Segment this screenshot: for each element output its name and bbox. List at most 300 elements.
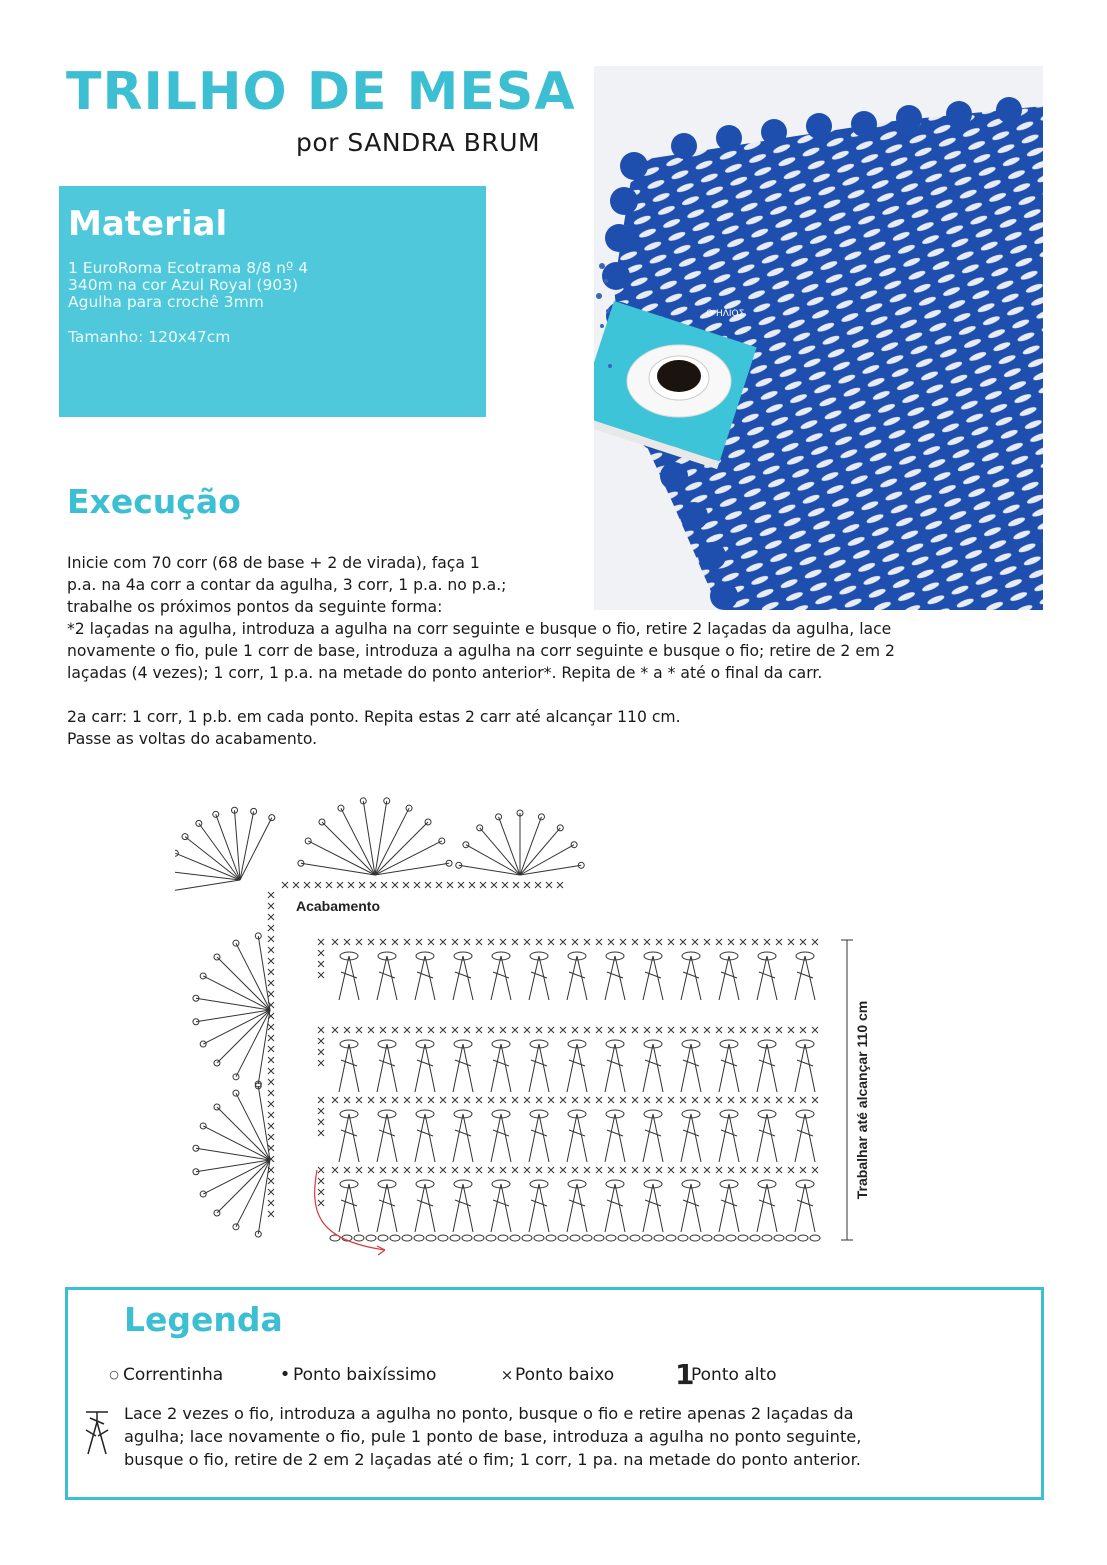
single-crochet-mark	[488, 1097, 494, 1103]
single-crochet-mark	[716, 939, 722, 945]
single-crochet-mark	[380, 1167, 386, 1173]
fan-stitch	[520, 817, 541, 875]
single-crochet-mark	[416, 1027, 422, 1033]
single-crochet-mark	[476, 1027, 482, 1033]
picot-mark	[269, 815, 275, 821]
execucao-line: 2a carr: 1 corr, 1 p.b. em cada ponto. Repita estas 2 carr até alcançar 110 cm.	[67, 708, 681, 726]
base-chain-mark	[678, 1235, 688, 1241]
single-crochet-mark	[788, 1027, 794, 1033]
single-crochet-mark	[416, 939, 422, 945]
single-crochet-mark	[680, 1167, 686, 1173]
legend-desc-line: agulha; lace novamente o fio, pule 1 ponto de base, introduza a agulha no ponto seguinte,	[124, 1427, 862, 1446]
single-crochet-mark	[692, 1167, 698, 1173]
cluster-stitch-mark	[339, 1114, 359, 1162]
base-chain-mark	[438, 1235, 448, 1241]
single-crochet-mark	[268, 892, 274, 898]
single-crochet-mark	[800, 1027, 806, 1033]
single-crochet-mark	[356, 939, 362, 945]
cluster-stitch-mark	[757, 1114, 777, 1162]
single-crochet-mark	[500, 939, 506, 945]
single-crochet-mark	[680, 939, 686, 945]
single-crochet-mark	[584, 1097, 590, 1103]
base-chain-mark	[798, 1235, 808, 1241]
picot-mark	[213, 811, 219, 817]
single-crochet-mark	[268, 991, 274, 997]
single-crochet-mark	[512, 939, 518, 945]
legend-description	[124, 1402, 1004, 1471]
cluster-stitch-mark	[681, 1114, 701, 1162]
single-crochet-mark	[524, 882, 530, 888]
base-chain-mark	[366, 1235, 376, 1241]
single-crochet-mark	[536, 1097, 542, 1103]
single-crochet-mark	[318, 1178, 324, 1184]
cluster-stitch-mark	[377, 1184, 397, 1232]
single-crochet-mark	[632, 1027, 638, 1033]
single-crochet-mark	[318, 1038, 324, 1044]
single-crochet-mark	[464, 939, 470, 945]
single-crochet-mark	[464, 1027, 470, 1033]
base-chain-mark	[534, 1235, 544, 1241]
single-crochet-mark	[318, 1060, 324, 1066]
picot-mark	[200, 1123, 206, 1129]
single-crochet-mark	[608, 939, 614, 945]
single-crochet-mark	[524, 939, 530, 945]
single-crochet-mark	[282, 882, 288, 888]
fan-stitch	[499, 817, 520, 875]
single-crochet-mark	[776, 1097, 782, 1103]
single-crochet-mark	[502, 882, 508, 888]
acabamento-label: Acabamento	[296, 898, 381, 914]
single-crochet-mark	[632, 1167, 638, 1173]
single-crochet-mark	[584, 1027, 590, 1033]
picot-mark	[319, 819, 325, 825]
single-crochet-mark	[318, 1167, 324, 1173]
direction-arrow	[315, 1170, 385, 1250]
single-crochet-mark	[428, 1097, 434, 1103]
fan-stitch	[217, 1160, 270, 1213]
single-crochet-mark	[491, 882, 497, 888]
execucao-line: *2 laçadas na agulha, introduza a agulha na corr seguinte e busque o fio, retire 2 laçadas da agulha, lace	[67, 620, 892, 638]
cluster-stitch-mark	[415, 956, 435, 1000]
single-crochet-mark	[368, 1027, 374, 1033]
base-chain-mark	[738, 1235, 748, 1241]
single-crochet-mark	[512, 1097, 518, 1103]
picot-mark	[425, 819, 431, 825]
length-label: Trabalhar até alcançar 110 cm	[854, 1000, 870, 1200]
single-crochet-mark	[392, 882, 398, 888]
fan-stitch	[322, 822, 375, 875]
single-crochet-mark	[428, 1167, 434, 1173]
material-line: Agulha para crochê 3mm	[68, 293, 264, 311]
single-crochet-mark	[380, 1027, 386, 1033]
single-crochet-mark	[440, 1027, 446, 1033]
single-crochet-mark	[572, 939, 578, 945]
single-crochet-mark	[476, 1167, 482, 1173]
picot-mark	[200, 1191, 206, 1197]
single-crochet-mark	[548, 1097, 554, 1103]
single-crochet-mark	[318, 950, 324, 956]
cluster-stitch-mark	[605, 1044, 625, 1092]
legend-item-ponto-baixo	[499, 1365, 675, 1385]
single-crochet-mark	[572, 1167, 578, 1173]
material-box	[59, 186, 486, 417]
single-crochet-mark	[404, 1167, 410, 1173]
single-crochet-mark	[512, 1167, 518, 1173]
execucao-line: Passe as voltas do acabamento.	[67, 730, 318, 748]
single-crochet-mark	[776, 1167, 782, 1173]
single-crochet-mark	[268, 936, 274, 942]
base-chain-mark	[498, 1235, 508, 1241]
single-crochet-mark	[560, 1027, 566, 1033]
single-crochet-mark	[704, 1027, 710, 1033]
single-crochet-mark	[620, 1027, 626, 1033]
cluster-stitch-mark	[491, 956, 511, 1000]
single-crochet-mark	[512, 1027, 518, 1033]
base-chain-mark	[750, 1235, 760, 1241]
cluster-stitch-mark	[339, 1184, 359, 1232]
cluster-stitch-mark	[643, 1044, 663, 1092]
base-chain-mark	[594, 1235, 604, 1241]
single-crochet-mark	[380, 939, 386, 945]
single-crochet-mark	[788, 1097, 794, 1103]
single-crochet-mark	[403, 882, 409, 888]
execucao-heading: Execução	[67, 482, 241, 521]
single-crochet-mark	[381, 882, 387, 888]
cluster-stitch-mark	[453, 956, 473, 1000]
single-crochet-mark	[812, 1167, 818, 1173]
single-crochet-mark	[656, 1027, 662, 1033]
single-crochet-mark	[536, 1167, 542, 1173]
single-crochet-mark	[268, 1046, 274, 1052]
single-crochet-mark	[764, 1027, 770, 1033]
base-chain-mark	[558, 1235, 568, 1241]
cluster-stitch-mark	[567, 1114, 587, 1162]
cluster-stitch-mark	[377, 956, 397, 1000]
single-crochet-mark	[476, 1097, 482, 1103]
single-crochet-mark	[332, 1027, 338, 1033]
single-crochet-mark	[392, 1167, 398, 1173]
single-crochet-mark	[584, 1167, 590, 1173]
cluster-stitch-mark	[795, 956, 815, 1000]
single-crochet-mark	[268, 925, 274, 931]
single-crochet-mark	[356, 1167, 362, 1173]
single-crochet-mark	[480, 882, 486, 888]
single-crochet-mark	[326, 882, 332, 888]
picot-mark	[214, 954, 220, 960]
single-crochet-mark	[488, 1167, 494, 1173]
single-crochet-mark	[392, 939, 398, 945]
execucao-line: p.a. na 4a corr a contar da agulha, 3 corr, 1 p.a. no p.a.;	[67, 576, 507, 594]
cluster-stitch-mark	[681, 956, 701, 1000]
single-crochet-mark	[620, 939, 626, 945]
single-crochet-mark	[500, 1167, 506, 1173]
fan-stitch	[520, 828, 560, 875]
single-crochet-mark	[800, 1097, 806, 1103]
single-crochet-mark	[608, 1027, 614, 1033]
single-crochet-mark	[368, 939, 374, 945]
single-crochet-mark	[318, 939, 324, 945]
single-crochet-mark	[728, 1167, 734, 1173]
cluster-stitch-mark	[415, 1114, 435, 1162]
single-crochet-mark	[704, 1167, 710, 1173]
single-crochet-mark	[416, 1097, 422, 1103]
single-crochet-mark	[608, 1167, 614, 1173]
cluster-stitch-mark	[491, 1114, 511, 1162]
execucao-line: laçadas (4 vezes); 1 corr, 1 p.a. na metade do ponto anterior*. Repita de * a * até o final da carr.	[67, 664, 823, 682]
single-crochet-mark	[546, 882, 552, 888]
single-crochet-mark	[596, 1097, 602, 1103]
single-crochet-mark	[337, 882, 343, 888]
cluster-stitch-mark	[339, 1044, 359, 1092]
single-crochet-mark	[596, 1167, 602, 1173]
single-crochet-mark	[318, 972, 324, 978]
single-crochet-mark	[692, 1027, 698, 1033]
single-crochet-icon: ×	[500, 1365, 514, 1384]
single-crochet-mark	[812, 1097, 818, 1103]
cluster-stitch-mark	[605, 956, 625, 1000]
cluster-stitch-mark	[529, 1044, 549, 1092]
material-line: 340m na cor Azul Royal (903)	[68, 276, 299, 294]
single-crochet-mark	[524, 1097, 530, 1103]
single-crochet-mark	[788, 1167, 794, 1173]
single-crochet-mark	[268, 1189, 274, 1195]
single-crochet-mark	[404, 1027, 410, 1033]
cluster-stitch-mark	[719, 956, 739, 1000]
base-chain-mark	[726, 1235, 736, 1241]
single-crochet-mark	[318, 1049, 324, 1055]
single-crochet-mark	[572, 1027, 578, 1033]
single-crochet-mark	[788, 939, 794, 945]
single-crochet-mark	[668, 1167, 674, 1173]
cluster-stitch-mark	[643, 1184, 663, 1232]
single-crochet-mark	[332, 939, 338, 945]
single-crochet-mark	[368, 1167, 374, 1173]
cluster-stitch-mark	[795, 1184, 815, 1232]
single-crochet-mark	[620, 1167, 626, 1173]
single-crochet-mark	[414, 882, 420, 888]
cluster-stitch-mark	[377, 1114, 397, 1162]
single-crochet-mark	[464, 1097, 470, 1103]
picot-mark	[439, 838, 445, 844]
base-chain-mark	[630, 1235, 640, 1241]
single-crochet-mark	[464, 1167, 470, 1173]
single-crochet-mark	[392, 1027, 398, 1033]
material-heading: Material	[68, 204, 228, 244]
base-chain-mark	[450, 1235, 460, 1241]
single-crochet-mark	[268, 969, 274, 975]
single-crochet-mark	[764, 1097, 770, 1103]
single-crochet-mark	[318, 1027, 324, 1033]
single-crochet-mark	[268, 1024, 274, 1030]
single-crochet-mark	[404, 939, 410, 945]
single-crochet-mark	[458, 882, 464, 888]
single-crochet-mark	[536, 1027, 542, 1033]
single-crochet-mark	[318, 1119, 324, 1125]
single-crochet-mark	[764, 939, 770, 945]
base-chain-mark	[786, 1235, 796, 1241]
cluster-stitch-mark	[719, 1184, 739, 1232]
single-crochet-mark	[268, 1057, 274, 1063]
single-crochet-mark	[572, 1097, 578, 1103]
single-crochet-mark	[740, 1027, 746, 1033]
fan-stitch	[217, 1010, 270, 1063]
single-crochet-mark	[560, 939, 566, 945]
single-crochet-mark	[548, 1027, 554, 1033]
single-crochet-mark	[632, 1097, 638, 1103]
single-crochet-mark	[716, 1167, 722, 1173]
crochet-chart-svg	[175, 780, 875, 1260]
base-chain-mark	[426, 1235, 436, 1241]
fan-stitch	[217, 1107, 270, 1160]
single-crochet-mark	[584, 939, 590, 945]
base-chain-mark	[462, 1235, 472, 1241]
single-crochet-mark	[668, 1027, 674, 1033]
cluster-stitch-mark	[453, 1044, 473, 1092]
single-crochet-mark	[692, 1097, 698, 1103]
single-crochet-mark	[644, 1027, 650, 1033]
single-crochet-mark	[740, 939, 746, 945]
single-crochet-mark	[344, 939, 350, 945]
single-crochet-mark	[268, 1134, 274, 1140]
single-crochet-mark	[728, 939, 734, 945]
cluster-stitch-mark	[529, 1114, 549, 1162]
single-crochet-mark	[318, 1189, 324, 1195]
single-crochet-mark	[268, 1200, 274, 1206]
cluster-stitch-mark	[567, 1184, 587, 1232]
single-crochet-mark	[500, 1027, 506, 1033]
single-crochet-mark	[359, 882, 365, 888]
single-crochet-mark	[656, 939, 662, 945]
base-chain-mark	[354, 1235, 364, 1241]
single-crochet-mark	[548, 939, 554, 945]
picot-mark	[233, 940, 239, 946]
picot-mark	[305, 838, 311, 844]
single-crochet-mark	[716, 1097, 722, 1103]
fan-stitch	[235, 810, 240, 880]
base-chain-mark	[390, 1235, 400, 1241]
single-crochet-mark	[447, 882, 453, 888]
single-crochet-mark	[513, 882, 519, 888]
single-crochet-mark	[268, 947, 274, 953]
single-crochet-mark	[704, 939, 710, 945]
cluster-stitch-mark	[567, 1044, 587, 1092]
single-crochet-mark	[440, 1097, 446, 1103]
slip-stitch-icon: •	[279, 1364, 291, 1385]
single-crochet-mark	[304, 882, 310, 888]
single-crochet-mark	[370, 882, 376, 888]
cluster-stitch-mark	[795, 1114, 815, 1162]
base-chain-mark	[606, 1235, 616, 1241]
cluster-stitch-mark	[339, 956, 359, 1000]
single-crochet-mark	[752, 1167, 758, 1173]
picot-mark	[338, 805, 344, 811]
base-chain-mark	[474, 1235, 484, 1241]
cluster-stitch-mark	[415, 1044, 435, 1092]
single-crochet-mark	[268, 1090, 274, 1096]
single-crochet-mark	[608, 1097, 614, 1103]
single-crochet-mark	[524, 1167, 530, 1173]
single-crochet-mark	[524, 1027, 530, 1033]
legenda-heading: Legenda	[124, 1300, 283, 1339]
single-crochet-mark	[764, 1167, 770, 1173]
fan-stitch	[375, 822, 428, 875]
book-title: Ο ΗΛΙΟΣ	[706, 309, 745, 319]
cluster-stitch-mark	[377, 1044, 397, 1092]
single-crochet-mark	[344, 1027, 350, 1033]
base-chain-mark	[666, 1235, 676, 1241]
author-subtitle: por SANDRA BRUM	[296, 128, 541, 157]
base-chain-mark	[546, 1235, 556, 1241]
single-crochet-mark	[268, 1079, 274, 1085]
single-crochet-mark	[392, 1097, 398, 1103]
cluster-stitch-mark	[453, 1114, 473, 1162]
single-crochet-mark	[344, 1167, 350, 1173]
single-crochet-mark	[500, 1097, 506, 1103]
cluster-stitch-mark	[605, 1114, 625, 1162]
single-crochet-mark	[428, 1027, 434, 1033]
base-chain-mark	[774, 1235, 784, 1241]
single-crochet-mark	[428, 939, 434, 945]
legend-label: Ponto baixíssimo	[293, 1364, 437, 1385]
single-crochet-mark	[800, 1167, 806, 1173]
legend-item-ponto-alto	[675, 1358, 777, 1391]
base-chain-mark	[570, 1235, 580, 1241]
single-crochet-mark	[452, 1097, 458, 1103]
single-crochet-mark	[776, 939, 782, 945]
single-crochet-mark	[740, 1167, 746, 1173]
single-crochet-mark	[356, 1097, 362, 1103]
cluster-stitch-mark	[719, 1114, 739, 1162]
cluster-stitch-mark	[757, 956, 777, 1000]
base-chain-mark	[582, 1235, 592, 1241]
fan-stitch	[480, 828, 520, 875]
single-crochet-mark	[268, 1211, 274, 1217]
double-crochet-icon: 1	[675, 1358, 695, 1391]
single-crochet-mark	[716, 1027, 722, 1033]
single-crochet-mark	[632, 939, 638, 945]
base-chain-mark	[486, 1235, 496, 1241]
single-crochet-mark	[318, 1097, 324, 1103]
single-crochet-mark	[656, 1097, 662, 1103]
base-chain-mark	[702, 1235, 712, 1241]
single-crochet-mark	[348, 882, 354, 888]
legend-label: Ponto alto	[691, 1364, 777, 1385]
single-crochet-mark	[268, 980, 274, 986]
single-crochet-mark	[728, 1097, 734, 1103]
base-chain-mark	[414, 1235, 424, 1241]
material-line: 1 EuroRoma Ecotrama 8/8 nº 4	[68, 259, 309, 277]
single-crochet-mark	[268, 958, 274, 964]
single-crochet-mark	[692, 939, 698, 945]
single-crochet-mark	[416, 1167, 422, 1173]
legend-desc-line: Lace 2 vezes o fio, introduza a agulha no ponto, busque o fio e retire apenas 2 laçadas da	[124, 1404, 854, 1423]
single-crochet-mark	[800, 939, 806, 945]
single-crochet-mark	[268, 903, 274, 909]
fan-stitch	[240, 811, 254, 880]
material-size: Tamanho: 120x47cm	[68, 328, 231, 346]
single-crochet-mark	[596, 939, 602, 945]
base-chain-mark	[402, 1235, 412, 1241]
single-crochet-mark	[452, 939, 458, 945]
single-crochet-mark	[404, 1097, 410, 1103]
single-crochet-mark	[728, 1027, 734, 1033]
table-runner-photo-svg	[594, 66, 1043, 610]
single-crochet-mark	[318, 1108, 324, 1114]
cluster-stitch-mark	[757, 1044, 777, 1092]
single-crochet-mark	[440, 939, 446, 945]
base-chain-mark	[522, 1235, 532, 1241]
execucao-line: novamente o fio, pule 1 corr de base, introduza a agulha na corr seguinte e busque o fio; retire de 2 em 2	[67, 642, 895, 660]
